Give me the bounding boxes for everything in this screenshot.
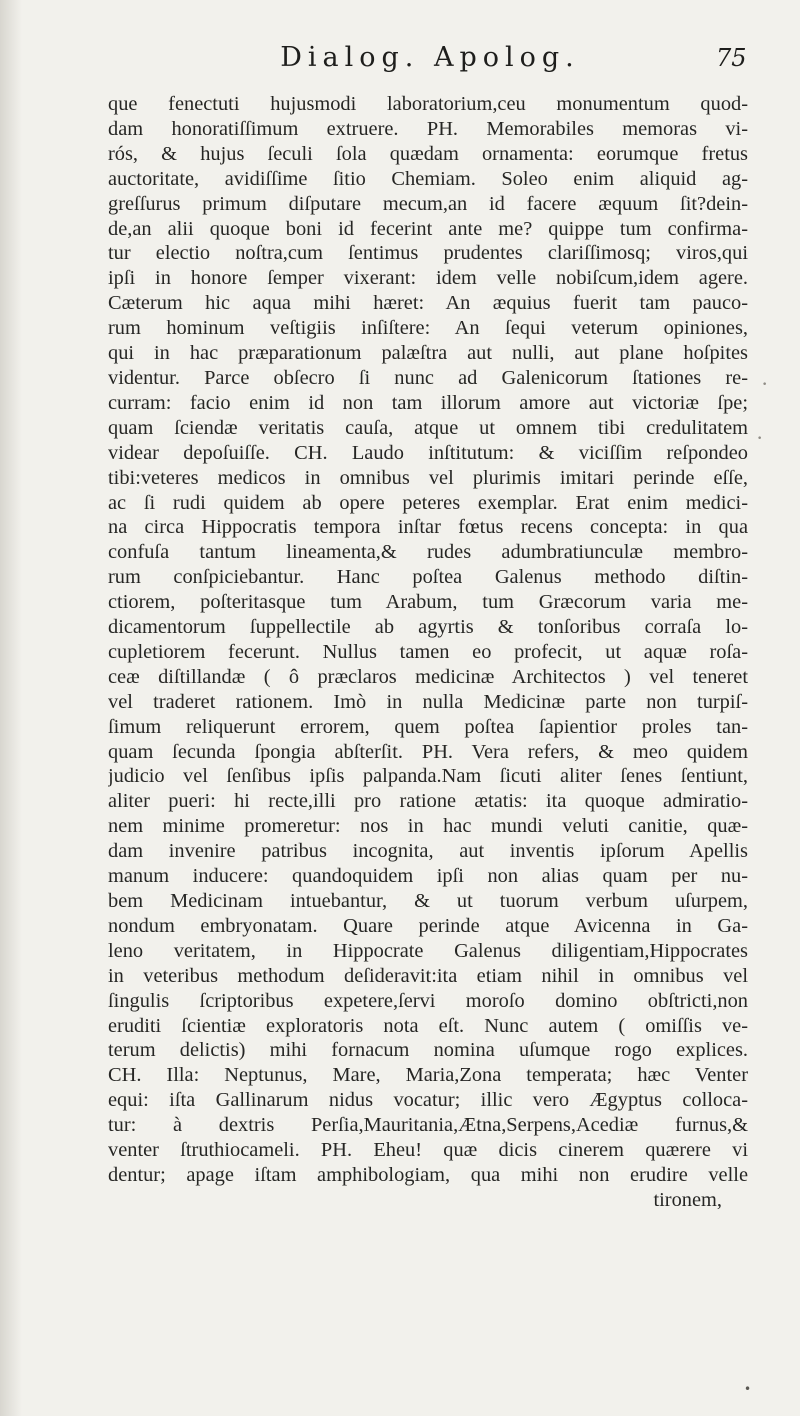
text-line: manum inducere: quandoquidem ipſi non alias quam per nu- (108, 865, 748, 888)
text-line: ipſi in honore ſemper vixerant: idem velle nobiſcum,idem agere. (108, 267, 748, 290)
paper-speck: • (762, 380, 768, 390)
text-line: ſimum reliquerunt errorem, quem poſtea ſapientior proles tan- (108, 715, 748, 738)
text-line: ceæ diſtillandæ ( ô præclaros medicinæ Architectos ) vel teneret (108, 665, 748, 688)
text-line: rum conſpiciebantur. Hanc poſtea Galenus methodo diſtin- (108, 566, 748, 589)
text-line: cupletiorem fecerunt. Nullus tamen eo profecit, ut aquæ roſa- (108, 640, 748, 663)
text-line: leno veritatem, in Hippocrate Galenus diligentiam,Hippocrates (108, 939, 748, 962)
text-line: equi: iſta Gallinarum nidus vocatur; illic vero Ægyptus colloca- (108, 1089, 748, 1112)
page-header (0, 42, 800, 82)
text-line: bem Medicinam intuebantur, & ut tuorum verbum uſurpem, (108, 890, 748, 912)
text-line: vel traderet rationem. Imò in nulla Medicinæ parte non turpiſ- (108, 690, 748, 713)
text-line: tur: à dextris Perſia,Mauritania,Ætna,Serpens,Acediæ furnus,& (108, 1114, 748, 1137)
page-number: 75 (716, 44, 747, 72)
text-line: ſingulis ſcriptoribus expetere,ſervi moroſo domino obſtricti,non (108, 989, 748, 1012)
text-line: nondum embryonatam. Quare perinde atque Avicenna in Ga- (108, 914, 748, 937)
paper-speck: • (757, 434, 763, 444)
text-line: greſſurus primum diſputare mecum,an id facere æquum ſit?dein- (108, 192, 748, 215)
text-line: rum hominum veſtigiis inſiſtere: An ſequi veterum opiniones, (108, 317, 748, 340)
text-line: dam invenire patribus incognita, aut inventis ipſorum Apellis (108, 840, 748, 863)
text-line: qui in hac præparationum palæſtra aut nulli, aut plane hoſpites (108, 342, 748, 365)
text-line: Cæterum hic aqua mihi hæret: An æquius fuerit tam pauco- (108, 292, 748, 315)
text-line: terum delictis) mihi fornacum nomina uſumque rogo explices. (108, 1039, 748, 1062)
text-line: eruditi ſcientiæ exploratoris nota eſt. Nunc autem ( omiſſis ve- (108, 1014, 748, 1037)
text-line: ctiorem, poſteritasque tum Arabum, tum Græcorum varia me- (108, 591, 748, 614)
text-line: quam ſciendæ veritatis cauſa, atque ut omnem tibi credulitatem (108, 416, 748, 439)
text-line: tur electio noſtra,cum ſentimus prudentes clariſſimosq; viros,qui (108, 242, 748, 265)
text-line: ac ſi rudi quidem ab opere peteres exemplar. Erat enim medici- (108, 491, 748, 514)
text-line: dam honoratiſſimum extruere. PH. Memorabiles memoras vi- (108, 117, 748, 140)
text-line: dentur; apage iſtam amphibologiam, qua mihi non erudire velle (108, 1163, 748, 1186)
running-head: Dialog. Apolog. (280, 42, 580, 73)
text-line: nem minime promeretur: nos in hac mundi veluti canitie, quæ- (108, 815, 748, 838)
text-line: in veteribus methodum deſideravit:ita etiam nihil in omnibus vel (108, 964, 748, 987)
text-line: videar depoſuiſſe. CH. Laudo inſtitutum: & viciſſim reſpondeo (108, 441, 748, 464)
text-line: dicamentorum ſuppellectile ab agyrtis & tonſoribus corraſa lo- (108, 616, 748, 639)
text-line: de,an alii quoque boni id fecerint ante me? quippe tum confirma- (108, 217, 748, 240)
page-gutter-shadow (0, 0, 22, 1416)
paper-speck: • (744, 1382, 752, 1396)
text-line: confuſa tantum lineamenta,& rudes adumbratiunculæ membro- (108, 541, 748, 564)
text-line: auctoritate, avidiſſime ſitio Chemiam. Soleo enim aliquid ag- (108, 167, 748, 190)
text-line: CH. Illa: Neptunus, Mare, Maria,Zona temperata; hæc Venter (108, 1064, 748, 1087)
text-line: curram: facio enim id non tam illorum amore aut victoriæ ſpe; (108, 391, 748, 414)
text-line: aliter pueri: hi recte,illi pro ratione ætatis: ita quoque admiratio- (108, 790, 748, 813)
text-line: venter ſtruthiocameli. PH. Eheu! quæ dicis cinerem quærere vi (108, 1139, 748, 1162)
text-line: tibi:veteres medicos in omnibus vel plurimis imitari perinde eſſe, (108, 466, 748, 489)
text-line: rós, & hujus ſeculi ſola quædam ornamenta: eorumque fretus (108, 142, 748, 165)
text-line: judicio vel ſenſibus ipſis palpanda.Nam ſicuti aliter ſenes ſentiunt, (108, 765, 748, 788)
text-line: na circa Hippocratis tempora inſtar fœtus recens concepta: in qua (108, 516, 748, 539)
body-text (108, 92, 748, 1213)
catchword: tironem, (653, 1188, 722, 1211)
text-line: quam ſecunda ſpongia abſterſit. PH. Vera refers, & meo quidem (108, 740, 748, 763)
text-line: videntur. Parce obſecro ſi nunc ad Galenicorum ſtationes re- (108, 366, 748, 389)
text-line: que feneсtuti hujusmodi laboratorium,ceu monumentum quod- (108, 93, 748, 115)
